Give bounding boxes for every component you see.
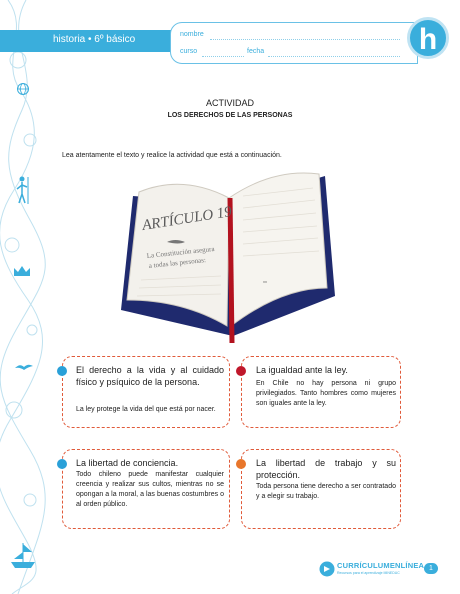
book-line-1: La Constitución asegura [146,244,215,260]
card-3-title: La libertad de conciencia. [76,458,179,468]
globe-icon [16,82,30,96]
bird-icon [14,362,34,372]
fecha-label: fecha [247,48,265,55]
book-heading: ARTÍCULO 19 [141,204,233,234]
card-2-title: La igualdad ante la ley. [256,365,348,375]
warrior-icon [16,175,30,205]
card-2-body: En Chile no hay persona ni grupo privilegiados. Tanto hombres como mujeres son iguales ante la ley. [256,380,396,407]
card-2-dot [236,366,246,376]
book-page-mark: xx [263,279,267,284]
nombre-field[interactable] [210,39,400,40]
card-1-title: El derecho a la vida y al cuidado físico y psíquico de la persona. [76,365,224,387]
card-3-body: Todo chileno puede manifestar cualquier creencia y realizar sus cultos, mientras no se opongan a la moral, a las buenas costumbres o al orden público. [76,471,224,508]
open-book-illustration [113,168,343,348]
activity-title: ACTIVIDAD [205,98,254,108]
history-logo: h [407,17,449,59]
fecha-field[interactable] [268,56,400,57]
curso-field[interactable] [202,56,244,57]
instructions-text: Lea atentamente el texto y realice la actividad que está a continuación. [62,152,282,159]
footer-tagline: Recursos para el aprendizaje MINEDUC [337,571,400,575]
card-4-dot [236,459,246,469]
card-3-dot [57,459,67,469]
nombre-label: nombre [180,31,204,38]
activity-subtitle: LOS DERECHOS DE LAS PERSONAS [167,112,293,119]
curso-label: curso [180,48,198,55]
footer-brand: CURRÍCULUMENLÍNEA [337,561,425,570]
card-1-body: La ley protege la vida del que está por nacer. [76,406,216,413]
card-1-dot [57,366,67,376]
card-4-body: Toda persona tiene derecho a ser contratado y a elegir su trabajo. [256,483,396,500]
student-info-box [170,22,418,64]
subject-label: historia • 6º básico [53,34,136,45]
card-4-title: La libertad de trabajo y su protección. [256,458,396,480]
crown-icon [12,264,32,278]
ship-icon [8,540,38,570]
page-number: 1 [424,563,438,574]
book-line-2: a todas las personas: [148,256,207,270]
